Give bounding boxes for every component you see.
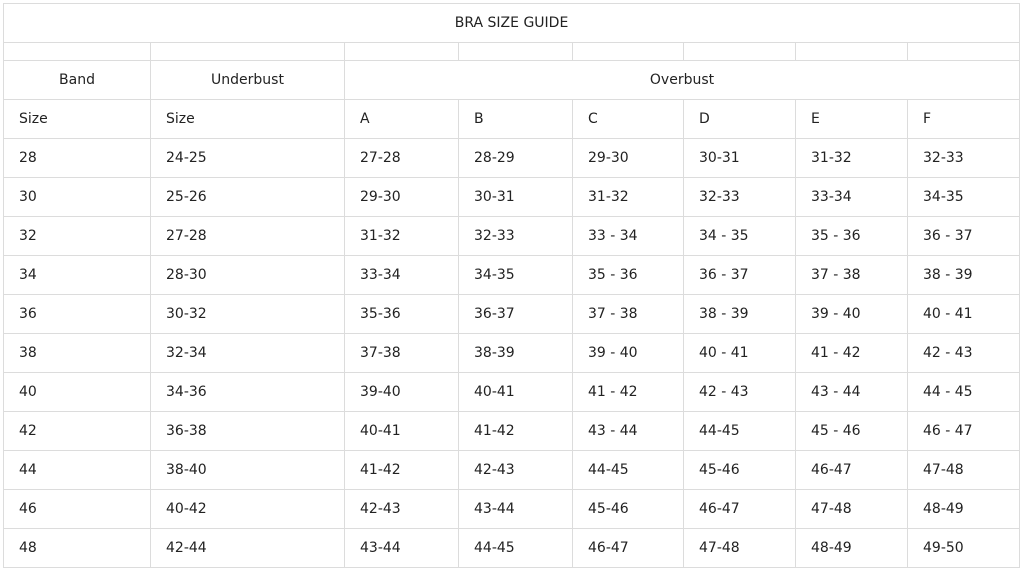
table-cell: 38-40 — [151, 451, 345, 490]
table-cell: 32 — [4, 217, 151, 256]
table-cell: 41-42 — [459, 412, 573, 451]
table-cell: 42 - 43 — [908, 334, 1020, 373]
table-cell: 45-46 — [573, 490, 684, 529]
table-cell: 34-35 — [459, 256, 573, 295]
table-body — [4, 4, 1020, 568]
table-cell: 43-44 — [459, 490, 573, 529]
table-cell: 28 — [4, 139, 151, 178]
table-cell: 32-33 — [459, 217, 573, 256]
table-cell: 34 - 35 — [684, 217, 796, 256]
table-cell: 46-47 — [573, 529, 684, 568]
table-cell: 44 - 45 — [908, 373, 1020, 412]
table-row — [4, 451, 1020, 490]
spacer-cell — [151, 43, 345, 61]
spacer-cell — [573, 43, 684, 61]
spacer-cell — [796, 43, 908, 61]
table-cell: 46-47 — [796, 451, 908, 490]
table-cell: 36 - 37 — [684, 256, 796, 295]
table-cell: 37-38 — [345, 334, 459, 373]
table-cell: 28-30 — [151, 256, 345, 295]
table-cell: 45-46 — [684, 451, 796, 490]
table-cell: 43 - 44 — [573, 412, 684, 451]
table-cell: 31-32 — [796, 139, 908, 178]
table-cell: 30-32 — [151, 295, 345, 334]
table-cell: 41 - 42 — [796, 334, 908, 373]
table-cell: 44-45 — [573, 451, 684, 490]
table-cell: 33-34 — [796, 178, 908, 217]
size-guide — [3, 3, 1019, 568]
table-cell: 41-42 — [345, 451, 459, 490]
table-cell: 40 - 41 — [908, 295, 1020, 334]
table-cell: 48-49 — [908, 490, 1020, 529]
table-cell: 41 - 42 — [573, 373, 684, 412]
spacer-cell — [684, 43, 796, 61]
table-cell: 30-31 — [459, 178, 573, 217]
spacer-row — [4, 43, 1020, 61]
table-cell: 37 - 38 — [573, 295, 684, 334]
table-cell: 38 - 39 — [908, 256, 1020, 295]
table-cell: 46 - 47 — [908, 412, 1020, 451]
table-row — [4, 490, 1020, 529]
table-cell: 24-25 — [151, 139, 345, 178]
table-cell: 48-49 — [796, 529, 908, 568]
table-cell: 46-47 — [684, 490, 796, 529]
table-title: BRA SIZE GUIDE — [4, 4, 1020, 43]
table-cell: 27-28 — [345, 139, 459, 178]
subheader-cell: A — [345, 100, 459, 139]
table-cell: 32-34 — [151, 334, 345, 373]
spacer-cell — [345, 43, 459, 61]
table-cell: 34 — [4, 256, 151, 295]
table-cell: 42 — [4, 412, 151, 451]
size-guide-table — [3, 3, 1020, 568]
table-cell: 44-45 — [684, 412, 796, 451]
table-cell: 40-42 — [151, 490, 345, 529]
table-cell: 47-48 — [796, 490, 908, 529]
table-cell: 42-43 — [345, 490, 459, 529]
table-cell: 27-28 — [151, 217, 345, 256]
table-cell: 31-32 — [573, 178, 684, 217]
subheader-row — [4, 100, 1020, 139]
table-cell: 43 - 44 — [796, 373, 908, 412]
table-cell: 40-41 — [459, 373, 573, 412]
table-cell: 44-45 — [459, 529, 573, 568]
table-row — [4, 256, 1020, 295]
spacer-cell — [459, 43, 573, 61]
table-cell: 42 - 43 — [684, 373, 796, 412]
table-cell: 36-38 — [151, 412, 345, 451]
table-cell: 35-36 — [345, 295, 459, 334]
table-cell: 39 - 40 — [573, 334, 684, 373]
table-row — [4, 412, 1020, 451]
title-row — [4, 4, 1020, 43]
subheader-cell: F — [908, 100, 1020, 139]
table-cell: 29-30 — [573, 139, 684, 178]
table-row — [4, 529, 1020, 568]
table-row — [4, 334, 1020, 373]
table-cell: 46 — [4, 490, 151, 529]
table-cell: 34-35 — [908, 178, 1020, 217]
band-header: Band — [4, 61, 151, 100]
table-cell: 33-34 — [345, 256, 459, 295]
table-cell: 44 — [4, 451, 151, 490]
table-cell: 49-50 — [908, 529, 1020, 568]
table-cell: 43-44 — [345, 529, 459, 568]
subheader-cell: B — [459, 100, 573, 139]
table-cell: 37 - 38 — [796, 256, 908, 295]
table-cell: 33 - 34 — [573, 217, 684, 256]
table-row — [4, 295, 1020, 334]
table-cell: 30-31 — [684, 139, 796, 178]
spacer-cell — [4, 43, 151, 61]
table-cell: 42-44 — [151, 529, 345, 568]
table-row — [4, 217, 1020, 256]
table-cell: 36 — [4, 295, 151, 334]
subheader-cell: C — [573, 100, 684, 139]
table-cell: 36-37 — [459, 295, 573, 334]
underbust-header: Underbust — [151, 61, 345, 100]
overbust-header: Overbust — [345, 61, 1020, 100]
table-cell: 38-39 — [459, 334, 573, 373]
table-cell: 47-48 — [684, 529, 796, 568]
table-cell: 48 — [4, 529, 151, 568]
table-cell: 40 - 41 — [684, 334, 796, 373]
table-cell: 25-26 — [151, 178, 345, 217]
table-cell: 38 - 39 — [684, 295, 796, 334]
table-row — [4, 373, 1020, 412]
subheader-cell: E — [796, 100, 908, 139]
spacer-cell — [908, 43, 1020, 61]
table-cell: 31-32 — [345, 217, 459, 256]
table-row — [4, 178, 1020, 217]
table-cell: 32-33 — [908, 139, 1020, 178]
table-cell: 35 - 36 — [573, 256, 684, 295]
table-cell: 28-29 — [459, 139, 573, 178]
table-cell: 39-40 — [345, 373, 459, 412]
table-cell: 38 — [4, 334, 151, 373]
table-cell: 32-33 — [684, 178, 796, 217]
table-cell: 35 - 36 — [796, 217, 908, 256]
table-cell: 40-41 — [345, 412, 459, 451]
table-cell: 45 - 46 — [796, 412, 908, 451]
table-cell: 30 — [4, 178, 151, 217]
table-cell: 39 - 40 — [796, 295, 908, 334]
subheader-cell: Size — [4, 100, 151, 139]
table-cell: 36 - 37 — [908, 217, 1020, 256]
table-cell: 34-36 — [151, 373, 345, 412]
subheader-cell: D — [684, 100, 796, 139]
table-row — [4, 139, 1020, 178]
subheader-cell: Size — [151, 100, 345, 139]
header-row — [4, 61, 1020, 100]
table-cell: 42-43 — [459, 451, 573, 490]
table-cell: 29-30 — [345, 178, 459, 217]
table-cell: 47-48 — [908, 451, 1020, 490]
table-cell: 40 — [4, 373, 151, 412]
